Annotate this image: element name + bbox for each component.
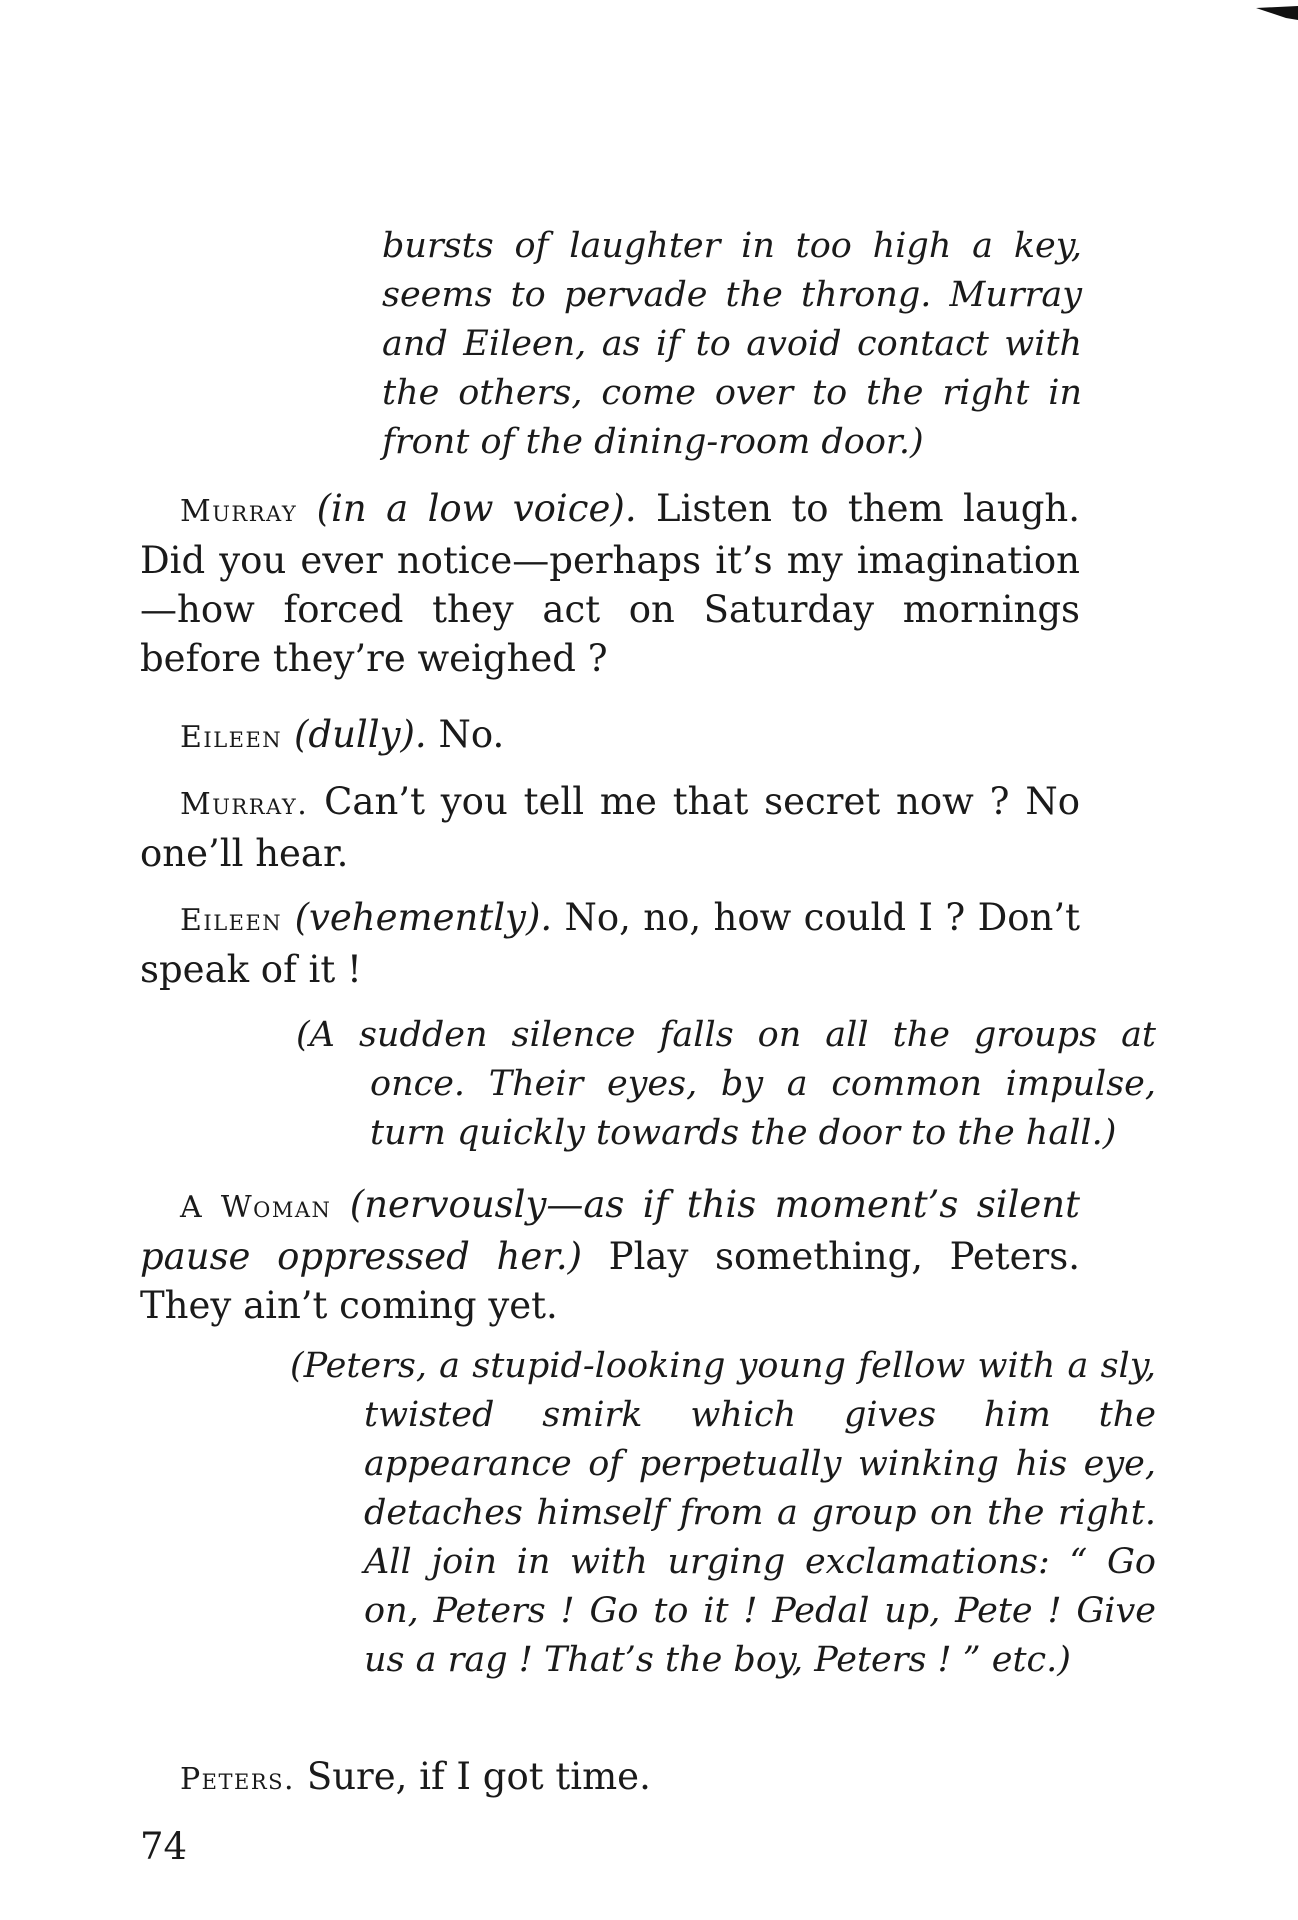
stage-direction-top: bursts of laughter in too high a key, seems to pervade the throng. Murray and Eileen, as if to avoid contact with the others, come over to the right in front of the dining-room door.) [382, 226, 1082, 462]
speech-direction: (dully). [293, 713, 427, 756]
stage-direction-peters: (Peters, a stupid-looking young fellow with a sly, twisted smirk which gives him the appearance of perpetually winking his eye, detaches himself from a group on the right. All join in with urging exclamations: “ Go on, Peters ! Go to it ! Pedal up, Pete ! Give us a rag ! That’s the boy, Peters ! ” etc.) [290, 1346, 1156, 1680]
page-number: 74 [140, 1825, 188, 1868]
speech-woman [140, 1180, 1080, 1330]
speech-text: No, no, how could I ? Don’t speak of it ! [140, 896, 1080, 991]
speech-murray-1 [140, 484, 1080, 683]
speaker-name: Murray. [180, 787, 309, 822]
speech-direction: (nervously—as if this moment’s silent pause oppressed her.) [140, 1183, 1081, 1278]
speech-text: Sure, if I got time. [306, 1755, 651, 1798]
speaker-name: Eileen [180, 903, 283, 938]
speech-text: Can’t you tell me that secret now ? No one’ll hear. [140, 780, 1080, 875]
speech-direction: (vehemently). [294, 896, 553, 939]
corner-arrow-icon [1256, 6, 1298, 20]
speech-peters [140, 1752, 1080, 1804]
speech-text: Play something, Peters. They ain’t coming yet. [140, 1235, 1080, 1327]
speech-text: No. [438, 713, 505, 756]
speaker-name: Murray [180, 494, 298, 529]
speech-direction: (in a low voice). [316, 487, 637, 530]
speech-eileen-1 [140, 710, 1080, 762]
speech-eileen-2 [140, 893, 1080, 994]
speaker-name: Eileen [180, 720, 283, 755]
speaker-name: Peters. [180, 1762, 296, 1797]
speech-text: Listen to them laugh. Did you ever notice—perhaps it’s my imagination—how forced they act on Saturday mornings before they’re weighed ? [140, 487, 1081, 680]
stage-direction-silence: (A sudden silence falls on all the groups at once. Their eyes, by a common impulse, turn quickly towards the door to the hall.) [296, 1015, 1156, 1153]
speaker-name: A Woman [180, 1190, 332, 1225]
speech-murray-2 [140, 777, 1080, 878]
